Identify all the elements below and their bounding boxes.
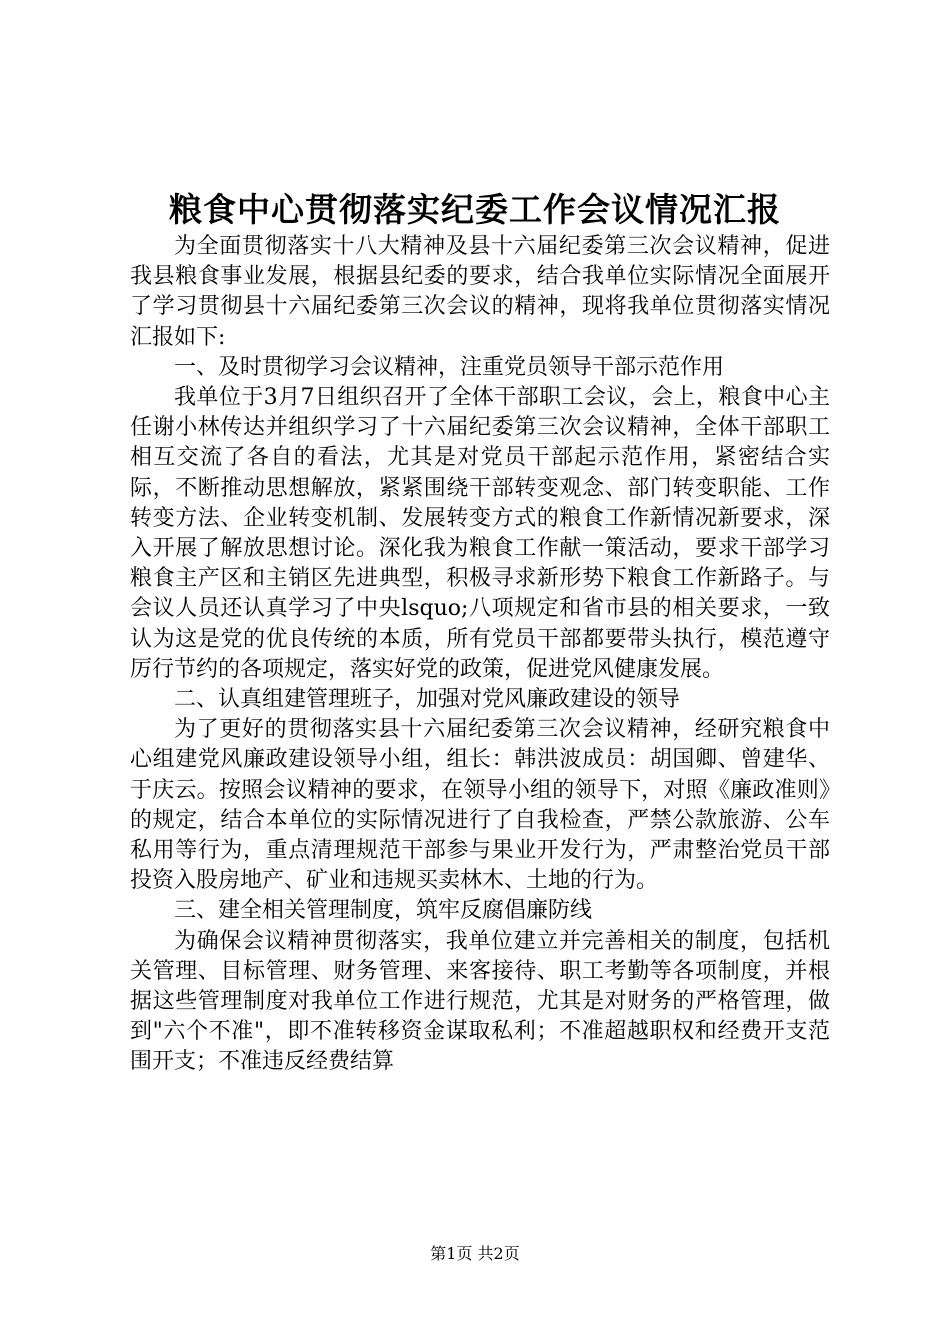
page-number-footer: 第1页 共2页 [430,1244,520,1263]
document-body [130,232,830,1078]
section-heading-2: 二、认真组建管理班子，加强对党风廉政建设的领导 [174,687,681,713]
section-paragraph-2: 为了更好的贯彻落实县十六届纪委第三次会议精神，经研究粮食中心组建党风廉政建设领导小组，组长：韩洪波成员：胡国卿、曾建华、于庆云。按照会议精神的要求，在领导小组的领导下，对照《廉政准则》的规定，结合本单位的实际情况进行了自我检查，严禁公款旅游、公车私用等行为，重点清理规范干部参与果业开发行为，严肃整治党员干部投资入股房地产、矿业和违规买卖林木、土地的行为。 [130,717,830,894]
section-paragraph-3: 为确保会议精神贯彻落实，我单位建立并完善相关的制度，包括机关管理、目标管理、财务管理、来客接待、职工考勤等各项制度，并根据这些管理制度对我单位工作进行规范，尤其是对财务的严格管理，做到"六个不准"，即不准转移资金谋取私利；不准超越职权和经费开支范围开支；不准违反经费结算 [130,928,830,1075]
section-heading-3: 三、建全相关管理制度，筑牢反腐倡廉防线 [174,898,593,924]
intro-paragraph: 为全面贯彻落实十八大精神及县十六届纪委第三次会议精神，促进我县粮食事业发展，根据县纪委的要求，结合我单位实际情况全面展开了学习贯彻县十六届纪委第三次会议的精神，现将我单位贯彻落实情况汇报如下: [130,234,830,350]
section-paragraph-1: 我单位于3月7日组织召开了全体干部职工会议，会上，粮食中心主任谢小林传达并组织学习了十六届纪委第三次会议精神，全体干部职工相互交流了各自的看法，尤其是对党员干部起示范作用，紧密结合实际，不断推动思想解放，紧紧围绕干部转变观念、部门转变职能、工作转变方法、企业转变机制、发展转变方式的粮食工作新情况新要求，深入开展了解放思想讨论。深化我为粮食工作献一策活动，要求干部学习粮食主产区和主销区先进典型，积极寻求新形势下粮食工作新路子。与会议人员还认真学习了中央lsquo;八项规定和省市县的相关要求，一致认为这是党的优良传统的本质，所有党员干部都要带头执行，模范遵守厉行节约的各项规定，落实好党的政策，促进党风健康发展。 [130,385,830,682]
section-heading-1: 一、及时贯彻学习会议精神，注重党员领导干部示范作用 [174,354,725,380]
document-title: 粮食中心贯彻落实纪委工作会议情况汇报 [169,190,781,229]
